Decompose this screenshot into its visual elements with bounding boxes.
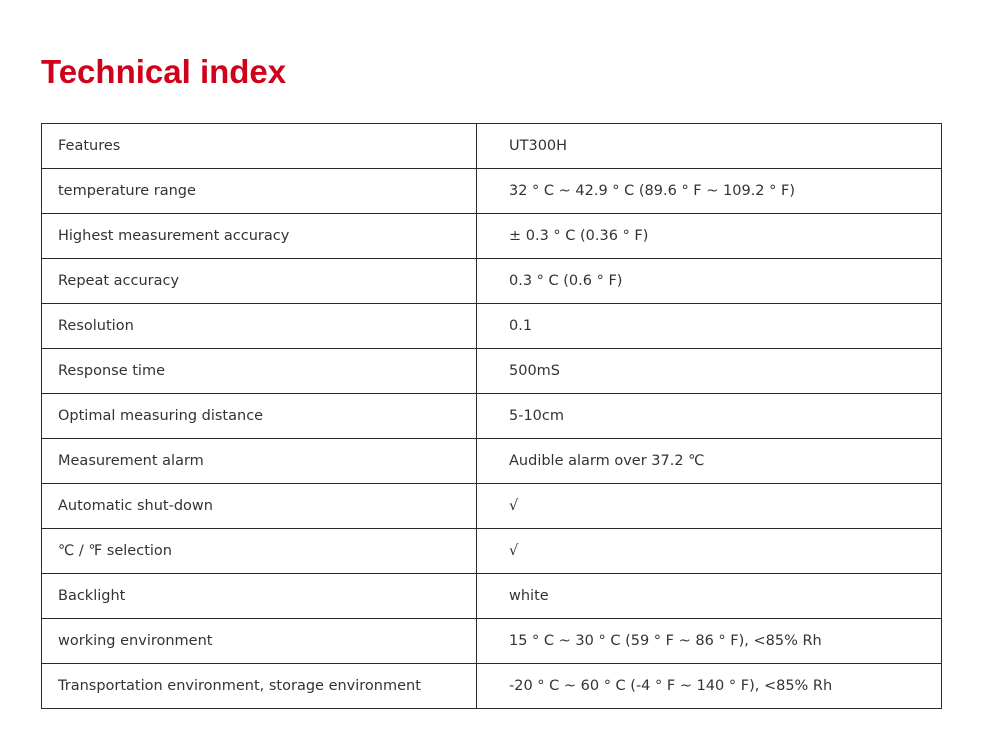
table-row (42, 439, 942, 484)
table-row (42, 349, 942, 394)
value-cell: white (477, 574, 942, 619)
table-row (42, 214, 942, 259)
feature-cell: Measurement alarm (42, 439, 477, 484)
table-row (42, 169, 942, 214)
technical-index-table (41, 123, 942, 709)
value-cell: 5-10cm (477, 394, 942, 439)
table-row (42, 619, 942, 664)
value-cell: 15 ° C ~ 30 ° C (59 ° F ~ 86 ° F), <85% Rh (477, 619, 942, 664)
table-row (42, 574, 942, 619)
value-cell: Audible alarm over 37.2 ℃ (477, 439, 942, 484)
value-cell: 32 ° C ~ 42.9 ° C (89.6 ° F ~ 109.2 ° F) (477, 169, 942, 214)
table-row (42, 394, 942, 439)
feature-cell: Repeat accuracy (42, 259, 477, 304)
check-mark-icon: √ (477, 484, 942, 529)
feature-cell: Highest measurement accuracy (42, 214, 477, 259)
feature-cell: Optimal measuring distance (42, 394, 477, 439)
feature-cell: Transportation environment, storage environment (42, 664, 477, 709)
page-title: Technical index (41, 53, 287, 90)
value-cell: UT300H (477, 124, 942, 169)
table-row (42, 259, 942, 304)
feature-cell: Response time (42, 349, 477, 394)
feature-cell: Resolution (42, 304, 477, 349)
table-row (42, 304, 942, 349)
feature-cell: working environment (42, 619, 477, 664)
table-row (42, 484, 942, 529)
value-cell: 500mS (477, 349, 942, 394)
table-row (42, 124, 942, 169)
value-cell: 0.1 (477, 304, 942, 349)
feature-cell: ℃ / ℉ selection (42, 529, 477, 574)
feature-cell: Features (42, 124, 477, 169)
feature-cell: Backlight (42, 574, 477, 619)
value-cell: -20 ° C ~ 60 ° C (-4 ° F ~ 140 ° F), <85% Rh (477, 664, 942, 709)
feature-cell: Automatic shut-down (42, 484, 477, 529)
check-mark-icon: √ (477, 529, 942, 574)
value-cell: 0.3 ° C (0.6 ° F) (477, 259, 942, 304)
table-row (42, 529, 942, 574)
value-cell: ± 0.3 ° C (0.36 ° F) (477, 214, 942, 259)
feature-cell: temperature range (42, 169, 477, 214)
table-row (42, 664, 942, 709)
